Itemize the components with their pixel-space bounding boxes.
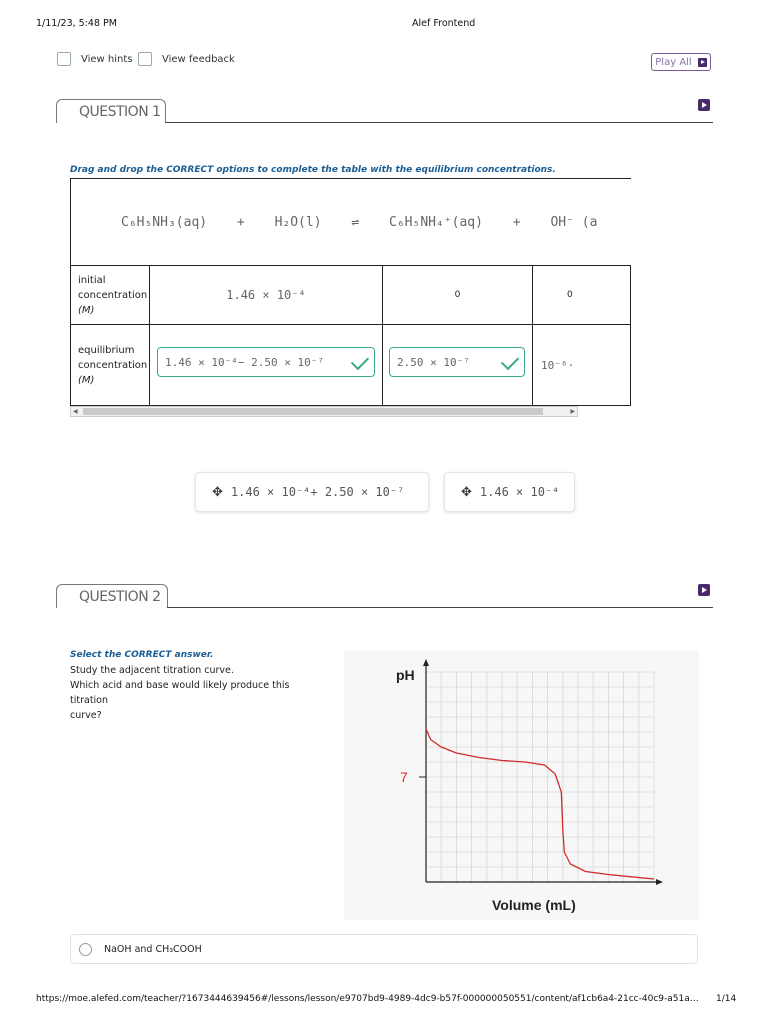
print-datetime: 1/11/23, 5:48 PM <box>36 18 117 29</box>
answer-drop-zone[interactable]: 2.50 × 10⁻⁷ <box>389 347 525 377</box>
chemical-equation <box>71 215 631 230</box>
equilibrium-row-label: equilibrium concentration (M) <box>71 325 150 406</box>
equilibrium-table-viewport <box>70 178 598 407</box>
x-axis-arrowhead <box>656 879 663 885</box>
play-all-button[interactable] <box>651 53 711 71</box>
question-1-divider <box>165 122 713 123</box>
titration-curve <box>426 729 654 879</box>
plus-sign: + <box>236 214 245 230</box>
question-1-title: QUESTION 1 <box>79 103 161 120</box>
equation-row <box>71 179 631 266</box>
question-1-tab <box>56 99 166 123</box>
drag-option-label: 1.46 × 10⁻⁴+ 2.50 × 10⁻⁷ <box>230 485 405 499</box>
view-hints-label: View hints <box>81 53 133 65</box>
equilibrium-anilinium-cell[interactable] <box>383 325 533 406</box>
view-hints-checkbox[interactable] <box>57 52 71 66</box>
table-horizontal-scrollbar[interactable] <box>70 406 578 417</box>
equilibrium-aniline-cell[interactable] <box>150 325 383 406</box>
move-icon: ✥ <box>461 484 472 500</box>
footer-url: https://moe.alefed.com/teacher/?1673444639456#/lessons/lesson/e9707bd9-4989-4dc9-b57f-000000050551/content/af1cb6a4-21cc-40c9-a51a… <box>36 994 699 1004</box>
equilibrium-arrow: ⇌ <box>351 214 360 230</box>
y-tick-label: 7 <box>400 769 408 785</box>
drag-option-card[interactable] <box>444 472 575 512</box>
play-all-label: Play All <box>655 56 692 68</box>
answer-radio[interactable] <box>79 943 92 956</box>
play-icon <box>698 58 707 67</box>
equilibrium-table <box>70 178 631 406</box>
product-anilinium: C₆H₅NH₄⁺(aq) <box>389 214 483 230</box>
answer-option[interactable] <box>70 934 698 964</box>
reactant-aniline: C₆H₅NH₃(aq) <box>121 214 208 230</box>
drag-option-card[interactable] <box>195 472 429 512</box>
equilibrium-hydroxide-cell: 10⁻⁶· <box>533 325 631 406</box>
correct-check-icon <box>501 352 519 370</box>
view-feedback-toggle[interactable] <box>138 52 235 66</box>
move-icon: ✥ <box>212 484 223 500</box>
reactant-water: H₂O(l) <box>274 214 322 230</box>
correct-check-icon <box>351 352 369 370</box>
drag-option-label: 1.46 × 10⁻⁴ <box>479 485 560 499</box>
initial-anilinium-cell: 0 <box>383 266 533 325</box>
chart-grid <box>426 672 654 882</box>
question-2-instruction: Select the CORRECT answer. <box>70 650 214 660</box>
initial-hydroxide-cell: 0 <box>533 266 631 325</box>
titration-chart-panel <box>344 650 699 920</box>
scroll-right-icon[interactable]: ▶ <box>570 408 575 415</box>
print-page-title: Alef Frontend <box>412 18 476 29</box>
question-2-divider <box>167 607 713 608</box>
question-2-title: QUESTION 2 <box>79 588 161 605</box>
titration-chart <box>344 650 699 920</box>
question-2-play-icon[interactable] <box>698 584 710 596</box>
footer-page-number: 1/14 <box>716 994 737 1004</box>
initial-row-label: initial concentration (M) <box>71 266 150 325</box>
view-feedback-checkbox[interactable] <box>138 52 152 66</box>
question-2-stem: Study the adjacent titration curve. Which acid and base would likely produce this titration curve? <box>70 665 290 721</box>
initial-aniline-cell: 1.46 × 10⁻⁴ <box>150 266 383 325</box>
x-axis-label: Volume (mL) <box>492 897 576 913</box>
answer-option-label: NaOH and CH₃COOH <box>104 943 202 955</box>
plus-sign: + <box>512 214 521 230</box>
view-hints-toggle[interactable] <box>57 52 133 66</box>
scrollbar-thumb[interactable] <box>83 408 543 415</box>
answer-drop-zone[interactable]: 1.46 × 10⁻⁴− 2.50 × 10⁻⁷ <box>157 347 375 377</box>
view-feedback-label: View feedback <box>162 53 235 65</box>
question-2-tab <box>56 584 168 608</box>
y-axis-arrowhead <box>423 659 429 666</box>
question-1-instruction: Drag and drop the CORRECT options to complete the table with the equilibrium concentrations. <box>70 165 556 175</box>
product-hydroxide: OH⁻ (a <box>550 214 598 230</box>
scroll-left-icon[interactable]: ◀ <box>73 408 78 415</box>
question-1-play-icon[interactable] <box>698 99 710 111</box>
y-axis-label: pH <box>396 667 415 683</box>
